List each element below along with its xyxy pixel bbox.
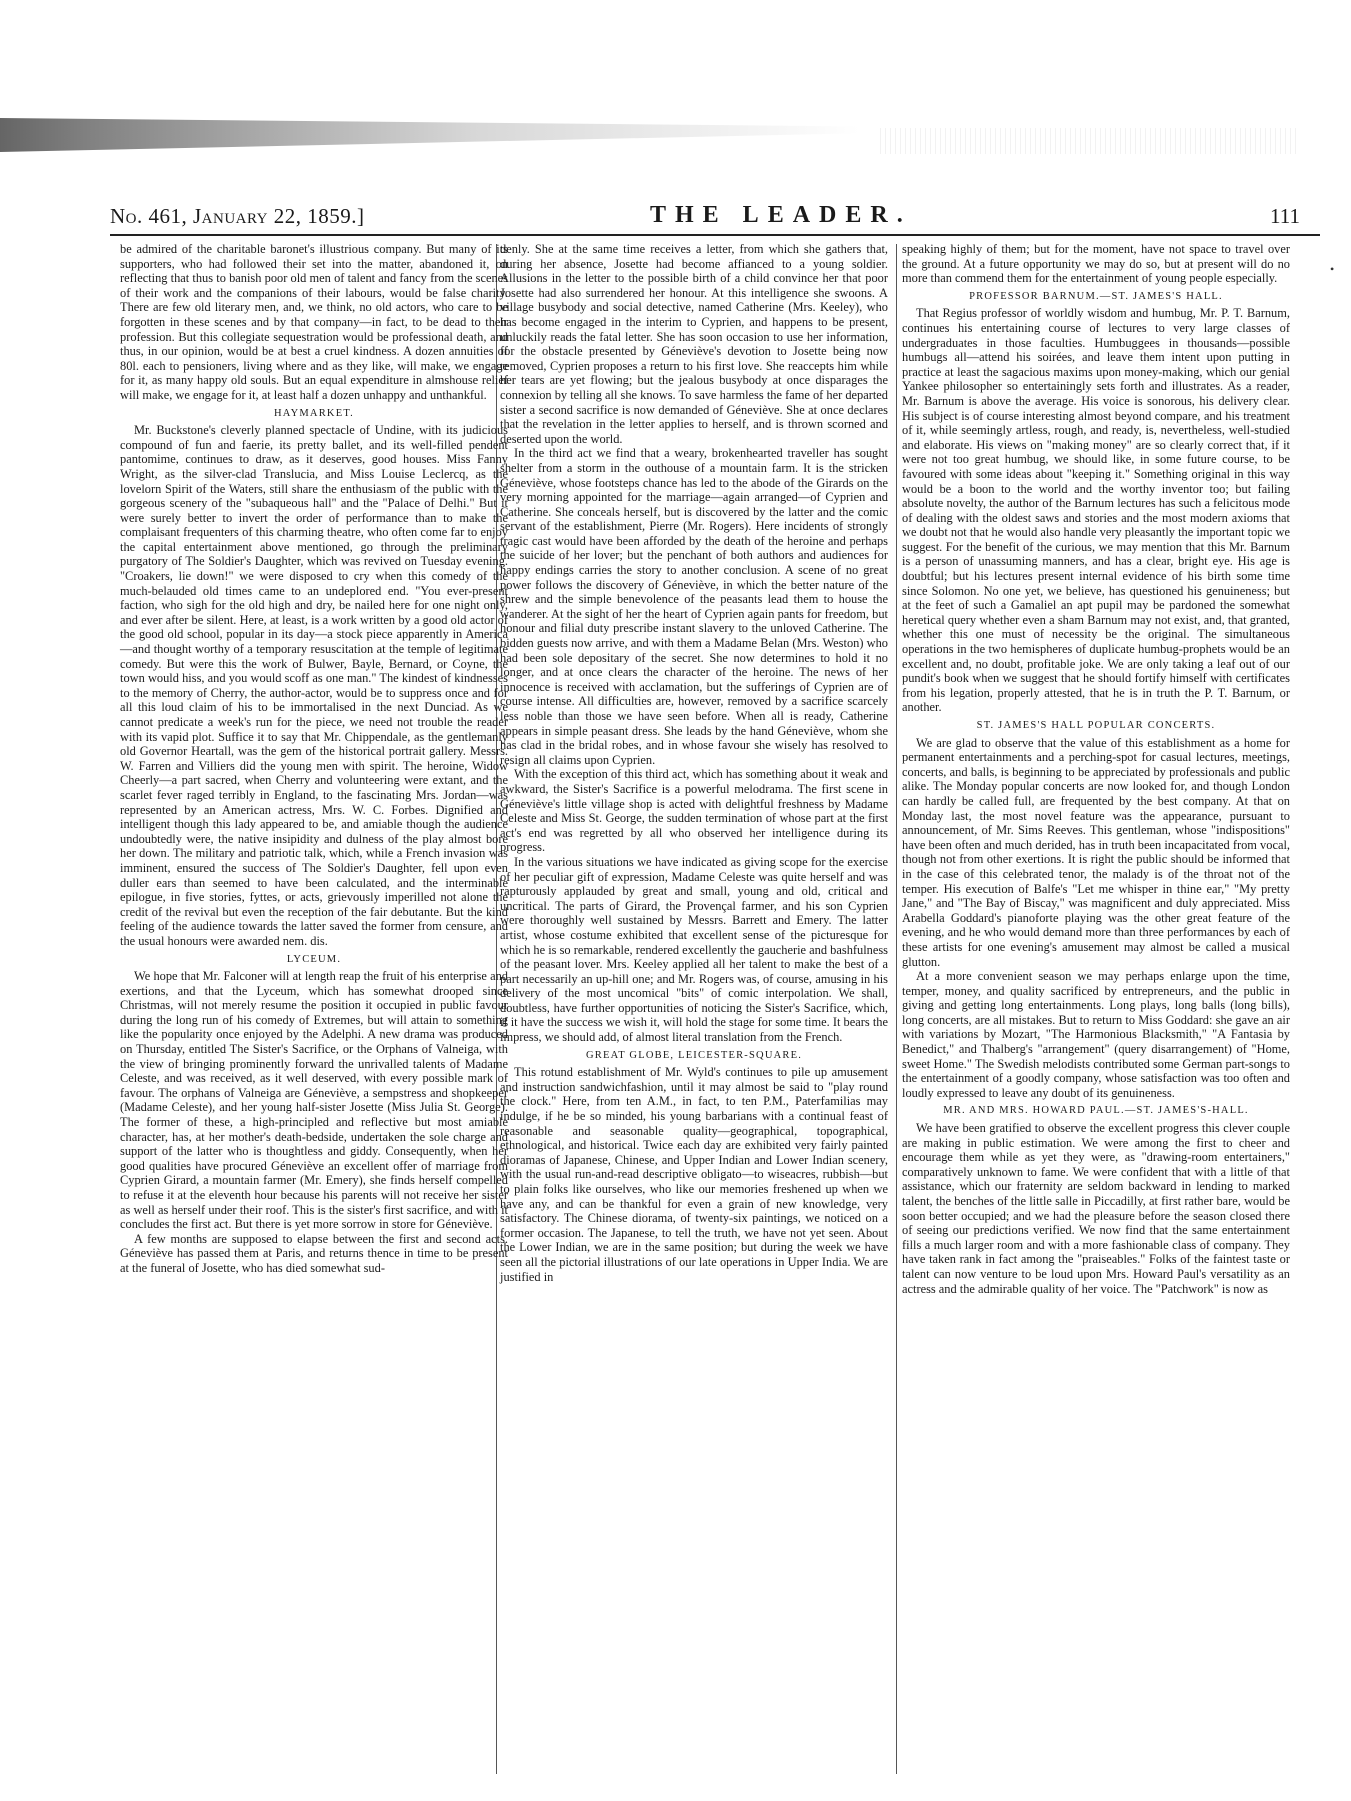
- article-paragraph: That Regius professor of worldly wisdom and humbug, Mr. P. T. Barnum, continues his entertaining course of lectures to very large classes of undergraduates in those faculties. Humbuggees in thousands—possible humbugs all—attend his soirées, and leave them intent upon putting in practice at least the sagacious maxims upon money-making, which our genial Yankee philosopher so entertainingly sets forth and illustrates. As a reader, Mr. Barnum is above the average. His voice is sonorous, his delivery clear. His subject is of course interesting almost beyond compare, and his treatment of it, while seemingly artless, rough, and ready, is, nevertheless, well-studied and elaborate. His views on "making money" are so clearly correct that, if it were not too great humbug, we should like, in some future course, to be favoured with some ideas about "keeping it." Something original in this way would be a boon to the world and the worthy inventor too; but failing absolute novelty, the author of the Barnum lectures has such a felicitous mode of dealing with the oldest saws and stories and the most modern axioms that we doubt not that he would also handle very pleasantly the important topic we suggest. For the benefit of the curious, we may mention that this Mr. Barnum is a person of unassuming manners, and has a clear, bright eye. His age is doubtful; but his lectures present internal evidence of his birth some time since Solomon. No one yet, we believe, has questioned his genuineness; but at the feet of such a Gamaliel an apt pupil may be pardoned the somewhat heretical query whether even a sham Barnum may not exist, and, that granted, whether this one must of necessity be the original. The simultaneous operations in the two hemispheres of duplicate humbug-prophets would be an excellent and, no doubt, profitable joke. We are only taking a leaf out of our pundit's book when we suggest that he should fortify himself with certificates from his legation, properly attested, that he is in truth the P. T. Barnum, or another.: [902, 306, 1290, 715]
- masthead-rule: [110, 234, 1320, 236]
- article-paragraph: speaking highly of them; but for the moment, have not space to travel over the ground. At a future opportunity we may do so, but at present will do no more than commend them for the entertainment of young people especially.: [902, 242, 1290, 286]
- article-paragraph: denly. She at the same time receives a letter, from which she gathers that, during her absence, Josette had become affianced to a young soldier. Allusions in the letter to the possible birth of a child convince her that poor Josette had also surrendered her honour. At this intelligence she swoons. A village busybody and social detective, named Catherine (Mrs. Keeley), who has become engaged in the interim to Cyprien, and happens to be present, unluckily reads the fatal letter. She has soon occasion to use her information, for the obstacle presented by Géneviève's devotion to Josette being now removed, Cyprien proposes a return to his first love. She reaccepts him while her tears are yet flowing; but the jealous busybody at once disparages the connexion by telling all she knows. To save harmless the fame of her departed sister a second sacrifice is now demanded of Géneviève. She at once declares that the revelation in the letter applies to herself, and is thrown scorned and deserted upon the world.: [500, 242, 888, 446]
- article-paragraph: A few months are supposed to elapse between the first and second acts. Géneviève has passed them at Paris, and returns thence in time to be present at the funeral of Josette, who has died somewhat sud-: [120, 1231, 508, 1275]
- section-heading: ST. JAMES'S HALL POPULAR CONCERTS.: [976, 720, 1216, 731]
- scan-artifact-noise: [880, 128, 1300, 154]
- section-heading: PROFESSOR BARNUM.—ST. JAMES'S HALL.: [969, 290, 1223, 302]
- page-number: 111: [1270, 204, 1300, 228]
- article-paragraph: We are glad to observe that the value of this establishment as a home for permanent entertainments and a perching-spot for casual lectures, meetings, concerts, and balls, is beginning to be appreciated by professionals and public alike. The Monday popular concerts are now looked for, and though London can hardly be called full, are frequented by the best company. At that on Monday last, the most novel feature was the appearance, pursuant to announcement, of Mr. Sims Reeves. This gentleman, whose "indispositions" have been often and much derided, has in truth been incapacitated from vocal, though not from other exertions. It is right the public should be informed that in the case of this celebrated tenor, the malady is of the throat not of the temper. His execution of Balfe's "Let me whisper in thine ear," "My pretty Jane," and "The Bay of Biscay," was magnificent and duly appreciated. Miss Arabella Goddard's pianoforte playing was the other great feature of the evening, and he who would demand more than three performances by each of these artists for one evening's amusement may almost be called a musical glutton.: [902, 735, 1290, 969]
- article-paragraph: At a more convenient season we may perhaps enlarge upon the time, temper, money, and quality sacrificed by entrepreneurs, and the public in giving and getting long entertainments. Long plays, long balls (long bills), long concerts, are all mistakes. But to return to Miss Goddard: she gave an air with variations by Mozart, "The Harmonious Blacksmith," "A Fantasia by Benedict," and Thalberg's "arrangement" (query disarrangement) of "Home, sweet Home." The Swedish melodists contributed some German part-songs to the entertainment of a goodly company, whose satisfaction was too often and loudly expressed to leave any doubt of its genuineness.: [902, 969, 1290, 1100]
- article-paragraph: be admired of the charitable baronet's illustrious company. But many of its supporters, who had followed their set into the matter, abandoned it, on reflecting that thus to banish poor old men of talent and fancy from the scenes of their work and the companions of their labours, would be false charity. There are few old literary men, and, we think, no old actors, who care to be forgotten in these scenes and by that company—in fact, to be dead to their profession. But this collegiate sequestration would be professional death, and thus, in our opinion, would be at best a cruel kindness. A dozen annuities of 80l. each to pensioners, living where and as they like, will make, we engage for it, as many happy old souls. But an equal expenditure in almshouse relief will make, we engage for it, at least half a dozen unhappy and unthankful.: [120, 242, 508, 402]
- column-divider: [896, 244, 897, 1774]
- scan-artifact-streak: [0, 118, 860, 152]
- section-heading: MR. AND MRS. HOWARD PAUL.—ST. JAMES'S-HALL.: [943, 1105, 1249, 1117]
- article-paragraph: With the exception of this third act, which has something about it weak and awkward, the Sister's Sacrifice is a powerful melodrama. The first scene in Géneviève's little village shop is acted with delightful freshness by Madame Celeste and Miss St. George, the sudden termination of whose part at the first act's end was regretted by all who observed her intelligence during its progress.: [500, 767, 888, 855]
- article-paragraph: In the various situations we have indicated as giving scope for the exercise of her peculiar gift of expression, Madame Celeste was quite herself and was rapturously applauded by great and small, young and old, critical and uncritical. The parts of Girard, the Provençal farmer, and his son Cyprien were thoroughly well sustained by Messrs. Barrett and Emery. The latter artist, whose costume exhibited that excellent sense of the picturesque for which he is so remarkable, rendered excellently the gaucherie and bashfulness of the peasant lover. Mrs. Keeley applied all her talent to make the best of a part necessarily an up-hill one; and Mr. Rogers was, of course, amusing in his delivery of the most uncomical "bits" of comic interpolation. We shall, doubtless, have further opportunities of noticing the Sister's Sacrifice, which, if it have the success we wish it, will hold the stage for some time. It bears the impress, we should add, of almost literal translation from the French.: [500, 854, 888, 1045]
- margin-mark: •: [1330, 262, 1335, 276]
- column-2: [500, 242, 888, 1284]
- section-heading: LYCEUM.: [286, 953, 342, 965]
- column-1: [120, 242, 508, 1276]
- masthead: [110, 198, 1320, 238]
- article-paragraph: We hope that Mr. Falconer will at length reap the fruit of his enterprise and exertions, and that the Lyceum, which has somewhat drooped since Christmas, will not merely resume the position it occupied in public favour during the long run of his comedy of Extremes, but will attain to something like the popularity once enjoyed by the Adelphi. A new drama was produced on Thursday, entitled The Sister's Sacrifice, or the Orphans of Valneiga, with the view of bringing prominently forward the unrivalled talents of Madame Celeste, and was received, as it well deserved, with every possible mark of favour. The orphans of Valneiga are Géneviève, a sempstress and shopkeeper (Madame Celeste), and her young half-sister Josette (Miss Julia St. George). The former of these, a high-principled and reflective but most amiable character, has, at her mother's death-bedside, undertaken the sole charge and support of the latter who is thoughtless and giddy. Consequently, when her good qualities have procured Géneviève an excellent offer of marriage from Cyprien Girard, a mountain farmer (Mr. Emery), she finds herself compelled to refuse it at the eleventh hour because his parents will not receive her sister as well as herself under their roof. This is the sister's first sacrifice, and with it concludes the first act. But there is yet more sorrow in store for Géneviève.: [120, 969, 508, 1232]
- article-paragraph: This rotund establishment of Mr. Wyld's continues to pile up amusement and instruction sandwichfashion, until it may almost be said to "play round the clock." Here, from ten A.M., in fact, to ten P.M., Paterfamilias may indulge, if he be so minded, his young barbarians with a continual feast of reasonable and seasonable quality—geographical, topographical, ethnological, and historical. Twice each day are exhibited very fairly painted dioramas of Japanese, Chinese, and Upper Indian and Lower Indian scenery, with the usual run-and-read descriptive obligato—to wiseacres, rubbish—but to plain folks like ourselves, who like our memories freshened up when we have any, and can be thankful for even a grain of new knowledge, very satisfactory. The Chinese diorama, of twenty-six paintings, we noticed on a former occasion. The Japanese, to tell the truth, we have not yet seen. About the Lower Indian, we are in the same position; but during the week we have seen all the pictorial illustrations of our late operations in Upper India. We are justified in: [500, 1065, 888, 1284]
- article-paragraph: In the third act we find that a weary, brokenhearted traveller has sought shelter from a storm in the outhouse of a mountain farm. It is the stricken Géneviève, whose footsteps chance has led to the abode of the Girards on the very morning appointed for the marriage—again arranged—of Cyprien and Catherine. She conceals herself, but is discovered by the latter and the comic servant of the establishment, Pierre (Mr. Rogers). Here incidents of strongly tragic cast would have been afforded by the death of the heroine and perhaps the suicide of her lover; but the penchant of both authors and audiences for happy endings carries the story to another conclusion. A scene of no great power follows the discovery of Géneviève, in which the better nature of the shrew and the simple benevolence of the peasants lead them to house the wanderer. At the sight of her the heart of Cyprien again pants for freedom, but honour and filial duty prescribe instant slavery to the unloved Catherine. The bidden guests now arrive, and with them a Madame Belan (Mrs. Weston) who had been sole depositary of the secret. She now determines to hold it no longer, and at once clears the character of the heroine. The news of her innocence is received with acclamation, but the sufferings of Cyprien are of course intense. All difficulties are, however, removed by a sacrifice scarcely less noble than those we have seen before. When all is ready, Catherine appears in simple peasant dress. She leads by the hand Géneviève, whom she has clad in the bridal robes, and in whose favour she wisely has resolved to resign all claims upon Cyprien.: [500, 446, 888, 767]
- column-3: [902, 242, 1290, 1296]
- article-paragraph: Mr. Buckstone's cleverly planned spectacle of Undine, with its judicious compound of fun and faerie, its pretty ballet, and its well-filled pendent pantomime, continues to draw, as it deserves, good houses. Miss Fanny Wright, as the silver-clad Translucia, and Miss Louise Leclercq, as the lovelorn Spirit of the Waters, still share the enthusiasm of the public with the gorgeous scenery of the "subaqueous hall" and the "Palace of Delhi." But it were surely better to invert the order of performance than to make the complaisant frequenters of this charming theatre, who often come far to enjoy the capital entertainment above mentioned, go through the preliminary purgatory of The Soldier's Daughter, which was revived on Tuesday evening. "Croakers, lie down!" we were disposed to cry when this comedy of the much-belauded old times came to an undeplored end. "You ever-present faction, who sigh for the old high and dry, be nailed here for one night only, and ever after be silent. Here, at least, is a work written by a good old actor of the good old school, popular in its day—a stock piece apparently in America—and thought worthy of a temporary resuscitation at the temple of legitimate comedy. But were this the work of Bulwer, Bayle, Bernard, or Coyne, the town would hiss, and you would scoff as one man." The kindest of kindnesses to the memory of Cherry, the author-actor, would be to suppress once and for all this loud claim of his to be immortalised in the next Dunciad. As we cannot predicate a week's run for the piece, we need not trouble the reader with its vapid plot. Suffice it to say that Mr. Chippendale, as the gentlemanly old Governor Heartall, was the gem of the historical portrait gallery. Messrs. W. Farren and Villiers did the young men with spirit. The heroine, Widow Cheerly—a part sacred, when Cherry and volunteering were extant, and the scarlet fever raged terribly in England, to the fascinating Mrs. Jordan—was represented by an American actress, Mrs. W. C. Forbes. Dignified and intelligent though this lady appeared to be, and amiable though the audience undoubtedly were, the native insipidity and dulness of the play almost bore her down. The military and patriotic talk, which, while a French invasion was imminent, ensured the success of The Soldier's Daughter, fell upon even duller ears than seemed to have been calculated, and the interminable epilogue, in five stories, fyttes, or acts, grievously imperilled not alone the credit of the revival but even the reception of the fair debutante. But the kind feeling of the audience towards the latter saved the former from censure, and the usual honours were awarded nem. dis.: [120, 423, 508, 948]
- newspaper-title: THE LEADER.: [650, 202, 912, 228]
- section-heading: HAYMARKET.: [274, 407, 354, 419]
- issue-number: No. 461, January 22, 1859.]: [110, 204, 365, 228]
- article-paragraph: We have been gratified to observe the excellent progress this clever couple are making in public estimation. We were among the first to cheer and encourage them while as yet they were, as "drawing-room entertainers," comparatively unknown to fame. We were confident that with a little of that assistance, which our fraternity are seldom backward in lending to marked talent, the benches of the little salle in Piccadilly, at first rather bare, would be soon better occupied; and we had the pleasure before the season closed there of seeing our predictions verified. We now find that the same entertainment fills a much larger room and with a more fashionable class of company. They have taken rank in fact among the "praiseables." Folks of the faintest taste or talent can now venture to be loud upon Mrs. Howard Paul's versatility as an actress and the admirable quality of her voice. The "Patchwork" is now as: [902, 1121, 1290, 1296]
- section-heading: GREAT GLOBE, LEICESTER-SQUARE.: [585, 1049, 803, 1061]
